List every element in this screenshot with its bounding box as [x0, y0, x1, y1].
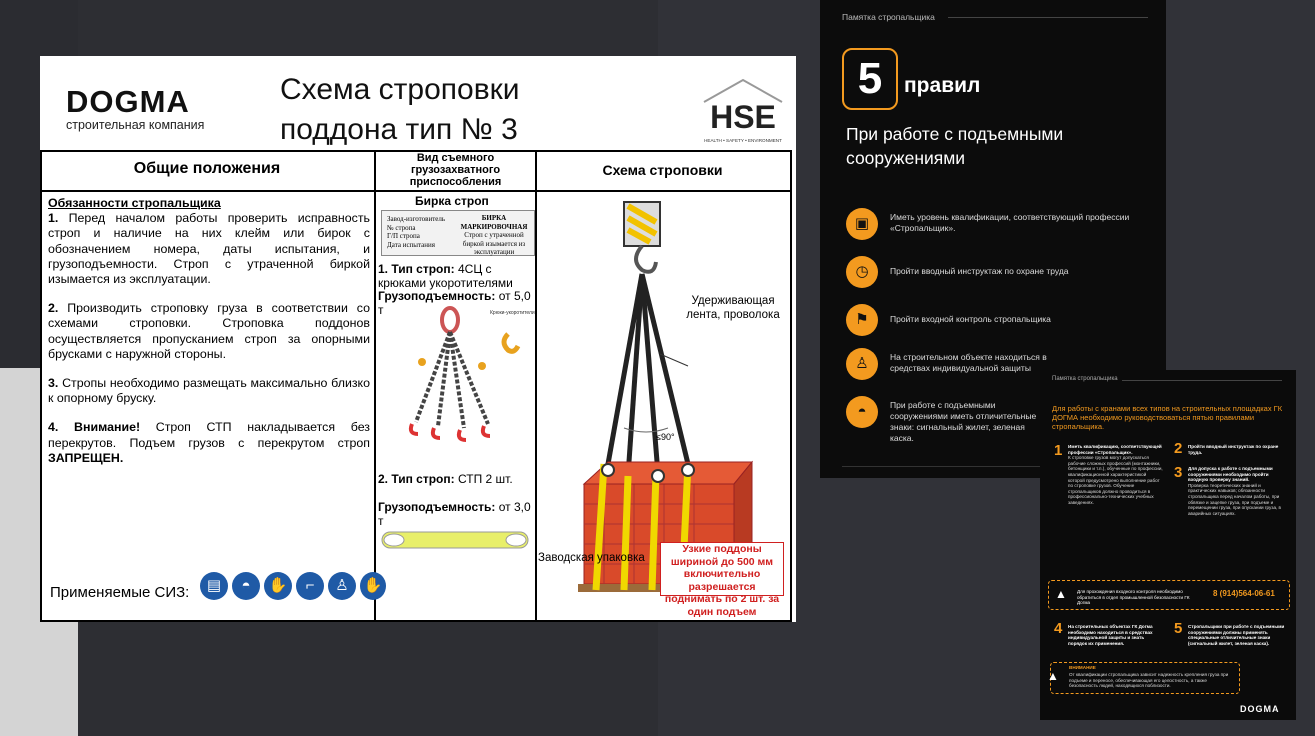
slinging-scheme-sheet [40, 56, 796, 622]
worker-icon: ♙ [846, 348, 878, 380]
provision-2 [48, 301, 370, 362]
provision-1-text: Перед началом работы проверить исправность строп и наличие на них клейм или бирок с обозначением номера, даты испытания, и грузоподъемности. Строп с утраченной биркой изымается из эксплуатации. [48, 211, 370, 287]
sheet-title [280, 70, 600, 150]
tag-field-manufacturer: Завод-изготовитель [387, 215, 446, 223]
provision-4-text: Строп СТП накладывается без перекрутов. Подъем грузов с перекрутом строп [48, 420, 370, 450]
packaging-annotation: Заводская упаковка [538, 552, 645, 564]
narrow-pallet-warning: Узкие поддоны шириной до 500 мм включительно разрешается поднимать по 2 шт. за один подъем [660, 542, 784, 596]
rule-1-body: К строповке грузов могут допускаться рабочие сложных профессий (монтажники, бетонщики и т.п.), обученные по профессии, квалификационной характеристикой которой предусмотрено выполнение работ по строповке грузов. Обучение стропальщиков должно проводиться в профессионально-технических учебных заведениях. [1068, 455, 1163, 505]
dogma-logo-small: DOGMA [1240, 704, 1280, 714]
dogma-logo [66, 86, 204, 132]
rule-3-title: Для допуска к работе с подъемными сооружениями необходимо пройти входную проверку знаний. [1188, 466, 1273, 483]
attention-text: От квалификации стропальщика зависит надежность крепления груза при подъеме и переносе, обеспечивающая его целостность, а также безопасность людей, находящихся поблизости. [1069, 672, 1229, 689]
type1-value: 4СЦ с крюками укоротителями [378, 262, 513, 290]
provision-3-number: 3. [48, 376, 59, 391]
logo-name: DOGMA [66, 84, 190, 119]
type2 [378, 472, 534, 486]
textile-sling-stp-image [380, 526, 530, 554]
tag-field-test-date: Дата испытания [387, 240, 435, 249]
tag-field-number: № стропа [387, 223, 416, 232]
col-header-general: Общие положения [133, 160, 281, 177]
provision-1-number: 1. [48, 211, 59, 226]
rule-3-text: Пройти входной контроль стропальщика [890, 314, 1051, 324]
title-line-1: Схема строповки [280, 73, 520, 106]
provision-3 [48, 376, 370, 406]
type1 [378, 262, 534, 290]
rule-4-title: На строительных объектах ГК Догма необходимо находиться в средствах индивидуальной защиты и знать порядок их применения. [1068, 624, 1153, 646]
logo-subtitle: строительная компания [66, 118, 205, 132]
rule-4 [1068, 624, 1162, 646]
rule-3-body: Проверка теоретических знаний и практических навыков; обязанности стропальщика перед началом работы, при обвязке и зацепке груза, при подъеме и перемещении груза, при опускании груза, в аварийных ситуациях. [1188, 482, 1281, 516]
poster-intro: Для работы с кранами всех типов на строительных площадках ГК ДОГМА необходимо руководствоваться пятью правилами стропальщика. [1052, 404, 1283, 431]
table-divider-1 [374, 150, 376, 620]
tape-annotation: Удерживающая лента, проволока [686, 295, 780, 321]
general-provisions-text [48, 196, 370, 480]
memo-label: Памятка стропальщика [842, 12, 935, 22]
col-header-device: Вид съемного грузозахватного приспособления [409, 152, 502, 188]
control-icon: ⚑ [846, 304, 878, 336]
provision-4 [48, 420, 370, 466]
rule-number-4: 4 [1054, 620, 1063, 637]
poster-subtitle: При работе с подъемными сооружениями [846, 124, 1064, 168]
ppe-label: Применяемые СИЗ: [50, 584, 190, 601]
provision-4-forbidden: ЗАПРЕЩЕН. [48, 450, 124, 465]
rule-item-1 [846, 208, 1166, 242]
attention-box [1047, 662, 1240, 694]
col-header-scheme: Схема строповки [602, 162, 723, 178]
tag-right-text: Строп с утраченной биркой изымается из эксплуатации [462, 231, 526, 256]
hand-protection-icon: ✋ [360, 572, 386, 600]
rule-1 [1068, 444, 1164, 506]
attention-icon: ▲ [1047, 669, 1059, 683]
hse-caption: HEALTH • SAFETY • ENVIRONMENT [704, 138, 782, 143]
tag-field-capacity: Г/П стропа [387, 232, 420, 240]
contact-phone: 8 (914)564-06-61 [1213, 589, 1275, 598]
rule-1-title: Иметь квалификацию, соответствующей профессии «Стропальщик». [1068, 444, 1162, 455]
overalls-icon: ♙ [328, 572, 356, 600]
warning-icon: ▲ [1055, 587, 1067, 601]
memo-divider-small [1122, 380, 1282, 381]
chain-sling-4sc-image [402, 304, 535, 444]
type2-value: СТП 2 шт. [454, 472, 513, 486]
provision-3-text: Стропы необходимо размещать максимально близко к опорному бруску. [48, 376, 370, 406]
hse-logo [700, 78, 786, 148]
duties-title: Обязанности стропальщика [48, 196, 221, 210]
capacity1-label: Грузоподъемность: [378, 289, 496, 303]
title-line-2: поддона тип № 3 [280, 113, 518, 146]
provision-2-number: 2. [48, 301, 59, 316]
rule-2 [1188, 444, 1284, 455]
type1-label: 1. Тип строп: [378, 262, 455, 276]
tag-left-fields [387, 215, 445, 249]
rule-number-3: 3 [1174, 464, 1183, 481]
rule-number-1: 1 [1054, 442, 1063, 459]
contact-text: Для прохождения входного контроля необходимо обратиться в отдел промышленной безопасности ГК Догма [1077, 589, 1190, 606]
type2-label: 2. Тип строп: [378, 472, 455, 486]
vest-icon: ▤ [200, 572, 228, 600]
memo-divider [948, 17, 1148, 18]
rule-item-3 [846, 304, 1166, 338]
provision-2-text: Производить строповку груза в соответствии со схемами строповки. Строповка поддонов осуществляется пропусканием строп за опорными брусками с наружной стороны. [48, 301, 370, 361]
provision-1 [48, 211, 370, 287]
rule-5-text: При работе с подъемными сооружениями иметь отличительные знаки: сигнальный жилет, зеленая каска. [890, 400, 1037, 443]
rule-3 [1188, 466, 1288, 516]
rules-poster-small [1040, 370, 1296, 720]
hse-text: HSE [710, 99, 776, 135]
helmet-icon: ◓ [846, 396, 878, 428]
tag-right [460, 214, 528, 257]
rule-2-title: Пройти вводный инструктаж по охране труда. [1188, 444, 1279, 455]
capacity1-value: от 5,0 т [378, 289, 531, 317]
provision-4-number: 4. [48, 420, 59, 435]
certificate-icon: ▣ [846, 208, 878, 240]
angle-annotation: ≤90° [656, 432, 675, 442]
helmet-icon: ◓ [232, 572, 260, 600]
capacity2-value: от 3,0 т [378, 500, 531, 528]
capacity2-label: Грузоподъемность: [378, 500, 496, 514]
table-divider-2 [535, 150, 537, 620]
rule-item-2 [846, 256, 1166, 290]
attention-title: ВНИМАНИЕ [1069, 665, 1096, 670]
memo-label-small: Памятка стропальщика [1052, 376, 1118, 382]
gloves-icon: ✋ [264, 572, 292, 600]
contact-bar [1048, 580, 1290, 610]
rules-count: 5 [842, 48, 898, 110]
rule-2-text: Пройти вводный инструктаж по охране труда [890, 266, 1069, 276]
provision-4-attention: Внимание! [58, 420, 141, 435]
hooks-caption: Крюки-укоротители [490, 310, 535, 316]
sling-tag [381, 210, 535, 256]
boots-icon: ⌐ [296, 572, 324, 600]
briefing-icon: ◷ [846, 256, 878, 288]
rules-word: правил [904, 74, 981, 97]
rule-4-text: На строительном объекте находиться в средствах индивидуальной защиты [890, 352, 1047, 373]
rule-5-title: Стропальщики при работе с подъемными сооружениями должны применять специальные отличительные знаки (сигнальный жилет, зеленая каска). [1188, 624, 1285, 646]
tag-right-title: БИРКА МАРКИРОВОЧНАЯ [460, 214, 528, 231]
rule-5 [1188, 624, 1288, 646]
tag-title: Бирка строп [415, 194, 489, 208]
capacity2 [378, 500, 534, 528]
rule-number-5: 5 [1174, 620, 1183, 637]
rule-1-text: Иметь уровень квалификации, соответствующий профессии «Стропальщик». [890, 212, 1130, 233]
rule-number-2: 2 [1174, 440, 1183, 457]
